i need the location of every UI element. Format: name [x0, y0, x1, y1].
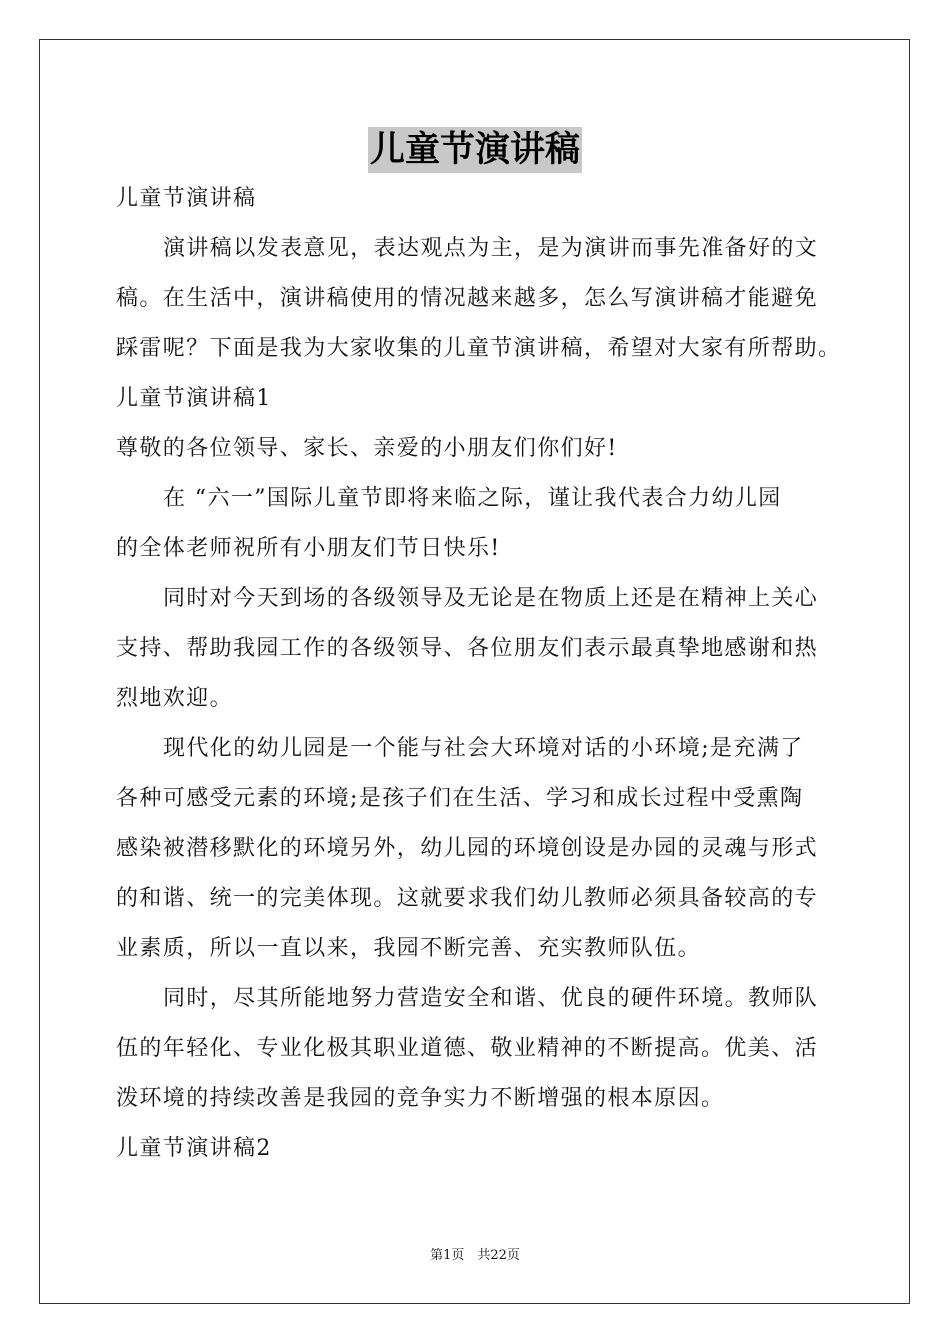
- page-footer: [0, 1247, 950, 1265]
- paragraph-line: 现代化的幼儿园是一个能与社会大环境对话的小环境;是充满了: [163, 736, 804, 761]
- paragraph-line: 伍的年轻化、专业化极其职业道德、敬业精神的不断提高。优美、活: [116, 1036, 819, 1061]
- paragraph-line: 支持、帮助我园工作的各级领导、各位朋友们表示最真挚地感谢和热: [116, 636, 819, 661]
- paragraph-line: 各种可感受元素的环境;是孩子们在生活、学习和成长过程中受熏陶: [116, 786, 804, 811]
- page-border: [39, 39, 910, 1304]
- paragraph-line: 同时，尽其所能地努力营造安全和谐、优良的硬件环境。教师队: [163, 986, 819, 1011]
- paragraph-line: 烈地欢迎。: [116, 686, 234, 711]
- subtitle-line: 儿童节演讲稿: [116, 186, 257, 211]
- paragraph-line: 感染被潜移默化的环境另外，幼儿园的环境创设是办园的灵魂与形式: [116, 836, 819, 861]
- paragraph-line: 稿。在生活中，演讲稿使用的情况越来越多，怎么写演讲稿才能避免: [116, 286, 819, 311]
- salutation-line: 尊敬的各位领导、家长、亲爱的小朋友们你们好!: [116, 436, 618, 461]
- section-heading: 儿童节演讲稿2: [116, 1136, 272, 1161]
- paragraph-line: 业素质，所以一直以来，我园不断完善、充实教师队伍。: [116, 936, 702, 961]
- paragraph-line: 踩雷呢？下面是我为大家收集的儿童节演讲稿，希望对大家有所帮助。: [116, 336, 842, 361]
- paragraph-line: 演讲稿以发表意见，表达观点为主，是为演讲而事先准备好的文: [163, 236, 819, 261]
- paragraph-line: 的和谐、统一的完美体现。这就要求我们幼儿教师必须具备较高的专: [116, 886, 819, 911]
- title-container: [0, 127, 950, 173]
- paragraph-line: 同时对今天到场的各级领导及无论是在物质上还是在精神上关心: [163, 586, 819, 611]
- paragraph-line: 泼环境的持续改善是我园的竞争实力不断增强的根本原因。: [116, 1086, 725, 1111]
- page-number: 第1页 共22页: [430, 1248, 520, 1263]
- paragraph-line: 在 “六一”国际儿童节即将来临之际，谨让我代表合力幼儿园: [163, 486, 782, 511]
- paragraph-line: 的全体老师祝所有小朋友们节日快乐!: [116, 536, 501, 561]
- document-title: 儿童节演讲稿: [368, 127, 582, 173]
- section-heading: 儿童节演讲稿1: [116, 386, 272, 411]
